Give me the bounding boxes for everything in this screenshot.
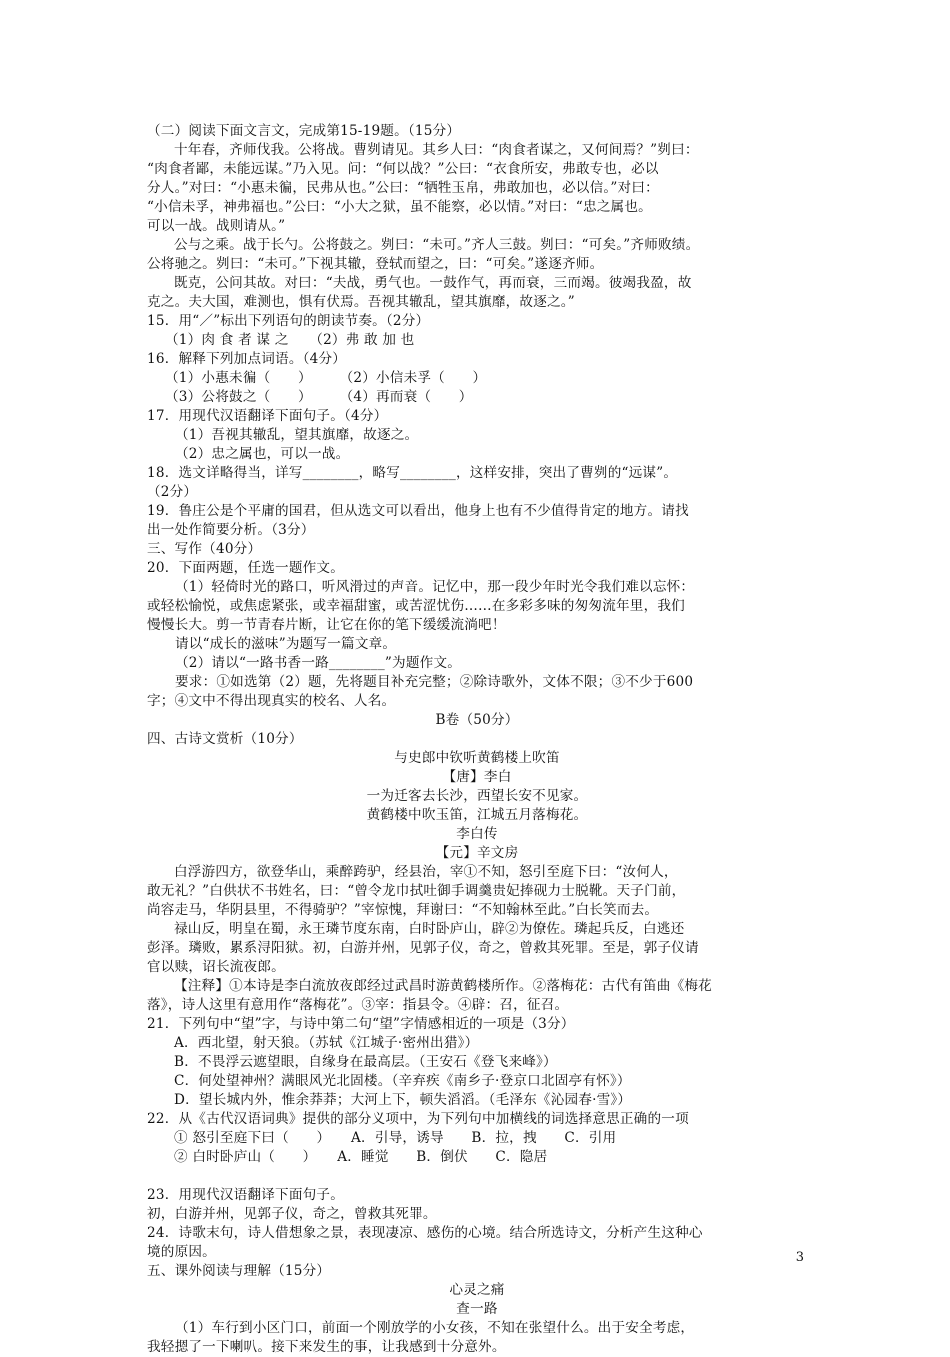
text-line: ① 怒引至庭下曰（ ） A．引导，诱导 B．拉，拽 C．引用: [174, 1130, 617, 1146]
text-line: 尚容走马，华阴县里，不得骑驴？”宰惊愧，拜谢曰：“不知翰林至此。”白长笑而去。: [147, 902, 659, 918]
text-line: B卷（50分）: [435, 712, 519, 728]
text-line: （1）吾视其辙乱，望其旗靡，故逐之。: [175, 427, 419, 443]
text-line: 三、写作（40分）: [147, 541, 262, 557]
text-line: 17．用现代汉语翻译下面句子。（4分）: [147, 408, 388, 424]
text-line: （3）公将鼓之（ ） （4）再而衰（ ）: [165, 389, 473, 405]
text-line: 彭泽。璘败，累系浔阳狱。初，白游并州，见郭子仪，奇之，曾救其死罪。至是，郭子仪请: [147, 940, 699, 956]
text-line: 敢无礼？”白供状不书姓名，曰：“曾令龙巾拭吐御手调羹贵妃捧砚力士脱靴。天子门前，: [147, 883, 686, 899]
text-line: 【元】辛文房: [435, 845, 519, 861]
text-line: （1）小惠未徧（ ） （2）小信未孚（ ）: [165, 370, 487, 386]
text-line: 黄鹤楼中吹玉笛，江城五月落梅花。: [366, 807, 588, 823]
text-line: 21．下列句中“望”字，与诗中第二句“望”字情感相近的一项是（3分）: [147, 1016, 575, 1032]
text-line: C．何处望神州？满眼风光北固楼。（辛弃疾《南乡子·登京口北固亭有怀》）: [174, 1073, 631, 1089]
text-line: 24．诗歌末句，诗人借想象之景，表现凄凉、感伤的心境。结合所选诗文，分析产生这种心: [147, 1225, 703, 1241]
text-line: 公与之乘。战于长勺。公将鼓之。刿曰：“未可。”齐人三鼓。刿曰：“可矣。”齐师败绩。: [174, 237, 700, 253]
text-line: 落》，诗人这里有意用作“落梅花”。③宰：指县令。④辟：召，征召。: [147, 997, 569, 1013]
text-line: 查一路: [456, 1301, 498, 1317]
text-line: 既克，公问其故。对曰：“夫战，勇气也。一鼓作气，再而衰，三而竭。彼竭我盈，故: [174, 275, 692, 291]
text-line: B．不畏浮云遮望眼，自缘身在最高层。（王安石《登飞来峰》）: [174, 1054, 557, 1070]
page-number: 3: [795, 1250, 804, 1265]
text-line: D．望长城内外，惟余莽莽；大河上下，顿失滔滔。（毛泽东《沁园春·雪》）: [174, 1092, 632, 1108]
text-line: （1）肉 食 者 谋 之 （2）弗 敢 加 也: [165, 332, 415, 348]
text-line: 或轻松愉悦，或焦虑紧张，或幸福甜蜜，或苦涩忧伤……在多彩多味的匆匆流年里，我们: [147, 598, 685, 614]
text-line: 初，白游并州，见郭子仪，奇之，曾救其死罪。: [147, 1206, 437, 1222]
text-line: 15．用“／”标出下列语句的朗读节奏。（2分）: [147, 313, 430, 329]
text-line: 禄山反，明皇在蜀，永王璘节度东南，白时卧庐山，辟②为僚佐。璘起兵反，白逃还: [174, 921, 685, 937]
text-line: 我轻摁了一下喇叭。接下来发生的事，让我感到十分意外。: [147, 1339, 506, 1355]
text-line: 慢慢长大。剪一节青春片断，让它在你的笔下缓缓流淌吧！: [147, 617, 506, 633]
text-line: （1）车行到小区门口，前面一个刚放学的小女孩，不知在张望什么。出于安全考虑，: [175, 1320, 695, 1336]
text-line: （1）轻倚时光的路口，听风滑过的声音。记忆中，那一段少年时光令我们难以忘怀：: [175, 579, 695, 595]
text-line: （2）请以“一路书香一路________”为题作文。: [175, 655, 462, 671]
text-line: 境的原因。: [147, 1244, 216, 1260]
text-line: 可以一战。战则请从。”: [147, 218, 286, 234]
blank-line: [147, 1167, 807, 1186]
text-line: 22．从《古代汉语词典》提供的部分义项中，为下列句中加横线的词选择意思正确的一项: [147, 1111, 689, 1127]
text-line: 字；④文中不得出现真实的校名、人名。: [147, 693, 396, 709]
text-line: 出一处作简要分析。（3分）: [147, 522, 315, 538]
text-line: 克之。夫大国，难测也，惧有伏焉。吾视其辙乱，望其旗靡，故逐之。”: [147, 294, 575, 310]
document-body: [147, 122, 807, 1357]
text-line: 五、课外阅读与理解（15分）: [147, 1263, 331, 1279]
text-line: 要求：①如选第（2）题，先将题目补充完整；②除诗歌外，文体不限；③不少于600: [175, 674, 694, 690]
text-line: 请以“成长的滋味”为题写一篇文章。: [175, 636, 397, 652]
text-line: ② 白时卧庐山（ ） A．睡觉 B．倒伏 C．隐居: [174, 1149, 548, 1165]
text-line: 【注释】①本诗是李白流放夜郎经过武昌时游黄鹤楼所作。②落梅花：古代有笛曲《梅花: [174, 978, 712, 994]
text-line: 20．下面两题，任选一题作文。: [147, 560, 345, 576]
text-line: A．西北望，射天狼。（苏轼《江城子·密州出猎》）: [174, 1035, 479, 1051]
text-line: 【唐】李白: [442, 769, 512, 785]
text-line: 官以赎，诏长流夜郎。: [147, 959, 285, 975]
text-line: 一为迁客去长沙，西望长安不见家。: [366, 788, 588, 804]
text-line: 心灵之痛: [449, 1282, 505, 1298]
text-line: 公将驰之。刿曰：“未可。”下视其辙，登轼而望之，曰：“可矣。”遂逐齐师。: [147, 256, 604, 272]
text-line: （二）阅读下面文言文，完成第15-19题。（15分）: [147, 123, 461, 139]
text-line: 18．选文详略得当，详写________，略写________，这样安排，突出了曹刿的“远谋”。: [147, 465, 678, 481]
text-line: “小信未孚，神弗福也。”公曰：“小大之狱，虽不能察，必以情。”对曰：“忠之属也。: [147, 199, 652, 215]
text-line: （2）忠之属也，可以一战。: [175, 446, 350, 462]
text-line: 四、古诗文赏析（10分）: [147, 731, 303, 747]
text-line: “肉食者鄙，未能远谋。”乃入见。问：“何以战？”公曰：“衣食所安，弗敢专也，必以: [147, 161, 659, 177]
text-line: （2分）: [147, 484, 198, 500]
text-line: 与史郎中钦听黄鹤楼上吹笛: [394, 750, 560, 766]
text-line: 19．鲁庄公是个平庸的国君，但从选文可以看出，他身上也有不少值得肯定的地方。请找: [147, 503, 689, 519]
text-line: 十年春，齐师伐我。公将战。曹刿请见。其乡人曰：“肉食者谋之，又何间焉？”刿曰：: [174, 142, 699, 158]
text-line: 分人。”对曰：“小惠未徧，民弗从也。”公曰：“牺牲玉帛，弗敢加也，必以信。”对曰：: [147, 180, 659, 196]
text-line: 李白传: [456, 826, 498, 842]
text-line: 16．解释下列加点词语。（4分）: [147, 351, 347, 367]
text-line: 23．用现代汉语翻译下面句子。: [147, 1187, 345, 1203]
text-line: 白浮游四方，欲登华山，乘醉跨驴，经县治，宰①不知，怒引至庭下曰：“汝何人，: [174, 864, 678, 880]
